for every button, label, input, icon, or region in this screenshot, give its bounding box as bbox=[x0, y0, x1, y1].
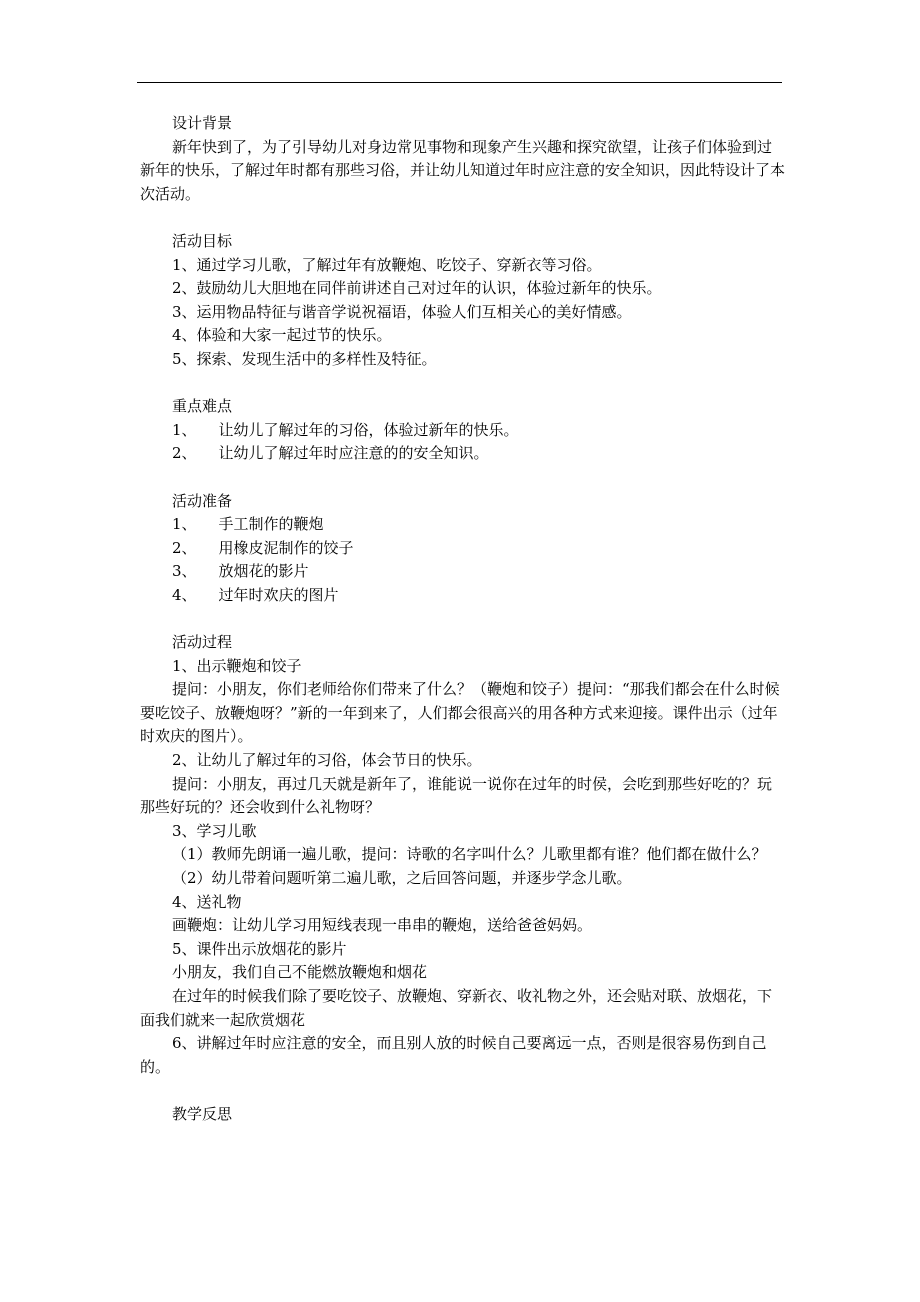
step-title: 5、课件出示放烟花的影片 bbox=[172, 939, 347, 958]
preparation-item bbox=[140, 513, 785, 537]
preparation-item bbox=[140, 560, 785, 584]
item-text: 过年时欢庆的图片 bbox=[218, 585, 339, 604]
step-subitem: （2）幼儿带着问题听第二遍儿歌，之后回答问题，并逐步学念儿歌。 bbox=[172, 869, 632, 887]
goal-item: 4、体验和大家一起过节的快乐。 bbox=[172, 326, 392, 345]
preparation-item bbox=[140, 584, 785, 608]
step-title: 4、送礼物 bbox=[172, 892, 242, 911]
item-text: 让幼儿了解过年的习俗，体验过新年的快乐。 bbox=[218, 420, 519, 439]
goal-item: 1、通过学习儿歌，了解过年有放鞭炮、吃饺子、穿新衣等习俗。 bbox=[172, 255, 602, 274]
background-text: 新年快到了，为了引导幼儿对身边常见事物和现象产生兴趣和探究欲望，让孩子们体验到过新年的快乐，了解过年时都有那些习俗，并让幼儿知道过年时应注意的安全知识，因此特设计了本次活动。 bbox=[140, 137, 786, 203]
spacer bbox=[140, 372, 785, 396]
key-points-heading: 重点难点 bbox=[172, 397, 233, 416]
step-text: 6、讲解过年时应注意的安全，而且别人放的时候自己要离远一点，否则是很容易伤到自己的。 bbox=[140, 1034, 767, 1076]
item-number: 1、 bbox=[172, 420, 197, 439]
step-text: 在过年的时候我们除了要吃饺子、放鞭炮、穿新衣、收礼物之外，还会贴对联、放烟花，下面我们就来一起欣赏烟花 bbox=[140, 986, 773, 1029]
step-text: 提问：小朋友，再过几天就是新年了，谁能说一说你在过年的时侯，会吃到那些好吃的？玩那些好玩的？还会收到什么礼物呀？ bbox=[140, 774, 773, 817]
step-text: 画鞭炮：让幼儿学习用短线表现一串串的鞭炮，送给爸爸妈妈。 bbox=[172, 916, 593, 935]
step-title: 2、让幼儿了解过年的习俗，体会节日的快乐。 bbox=[172, 751, 482, 770]
item-text: 放烟花的影片 bbox=[218, 562, 309, 581]
step-title: 3、学习儿歌 bbox=[172, 821, 257, 840]
item-text: 用橡皮泥制作的饺子 bbox=[218, 538, 354, 557]
spacer bbox=[140, 607, 785, 631]
goal-item: 3、运用物品特征与谐音学说祝福语，体验人们互相关心的美好情感。 bbox=[172, 302, 632, 321]
goal-item: 5、探索、发现生活中的多样性及特征。 bbox=[172, 349, 437, 368]
step-text: 提问：小朋友，你们老师给你们带来了什么？（鞭炮和饺子）提问：“那我们都会在什么时候要吃饺子、放鞭炮呀？”新的一年到来了，人们都会很高兴的用各种方式来迎接。课件出示（过年时欢庆的图片）。 bbox=[140, 680, 780, 746]
preparation-item bbox=[140, 537, 785, 561]
process-heading: 活动过程 bbox=[172, 633, 233, 652]
spacer bbox=[140, 206, 785, 230]
key-point-item bbox=[140, 442, 785, 466]
item-number: 4、 bbox=[172, 585, 197, 604]
step-title: 1、出示鞭炮和饺子 bbox=[172, 656, 302, 675]
spacer bbox=[140, 1079, 785, 1103]
reflection-heading: 教学反思 bbox=[172, 1104, 233, 1123]
item-number: 1、 bbox=[172, 515, 197, 534]
spacer bbox=[140, 466, 785, 490]
goal-item: 2、鼓励幼儿大胆地在同伴前讲述自己对过年的认识，体验过新年的快乐。 bbox=[172, 279, 662, 298]
item-number: 2、 bbox=[172, 444, 197, 463]
key-point-item bbox=[140, 419, 785, 443]
item-number: 2、 bbox=[172, 538, 197, 557]
item-text: 让幼儿了解过年时应注意的的安全知识。 bbox=[218, 444, 489, 463]
preparation-heading: 活动准备 bbox=[172, 491, 233, 510]
header-rule bbox=[137, 82, 782, 83]
item-number: 3、 bbox=[172, 562, 197, 581]
goals-heading: 活动目标 bbox=[172, 231, 233, 250]
background-heading: 设计背景 bbox=[172, 114, 233, 132]
step-text: 小朋友，我们自己不能燃放鞭炮和烟花 bbox=[172, 963, 428, 982]
document-body bbox=[140, 112, 785, 1127]
step-subitem: （1）教师先朗诵一遍儿歌，提问：诗歌的名字叫什么？儿歌里都有谁？他们都在做什么？ bbox=[172, 845, 767, 864]
item-text: 手工制作的鞭炮 bbox=[218, 515, 324, 534]
